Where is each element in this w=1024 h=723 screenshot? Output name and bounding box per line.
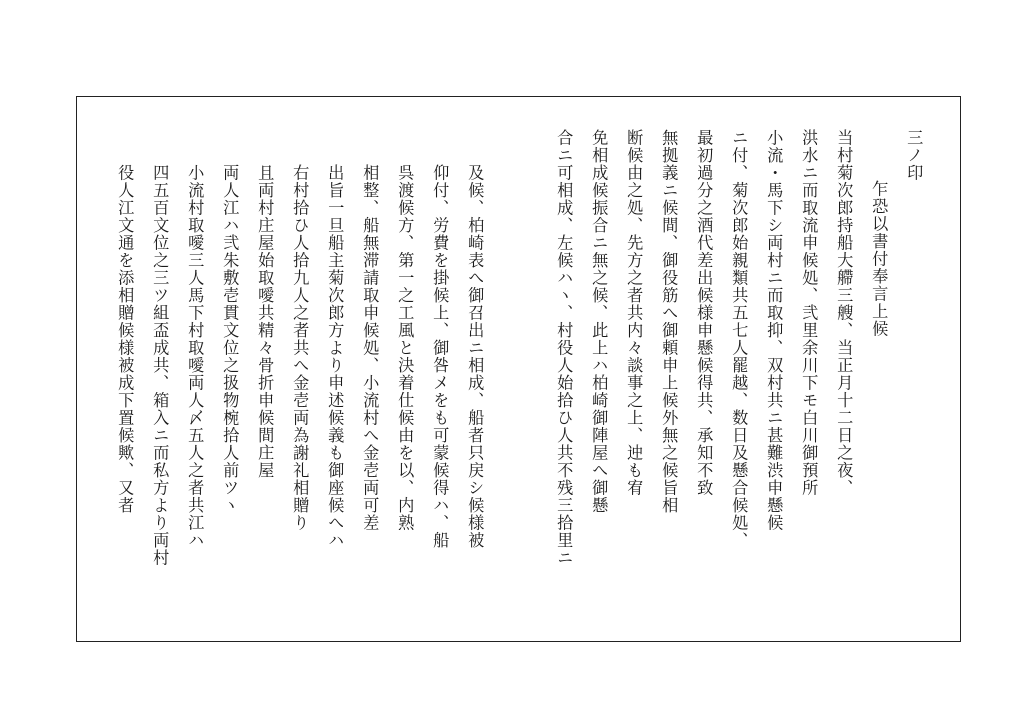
text-column: 洪水ニ而取流申候処、弐里余川下モ白川御預所 [799,129,819,497]
text-column: 役人江文通を添相贈候様被成下置候歟、又者 [115,164,135,514]
text-column: 免相成候振合ニ無之候、此上ハ柏崎御陣屋へ御懸 [589,129,609,514]
text-column: 最初過分之酒代差出候様申懸候得共、承知不致 [694,129,714,497]
document-heading: 乍恐以書付奉言上候 [869,180,889,338]
document-label: 三ノ印 [904,129,924,182]
text-column: 右村拾ひ人拾九人之者共へ金壱両為謝礼相贈り [290,164,310,532]
text-column: 無拠義ニ候間、御役筋へ御頼申上候外無之候旨相 [659,129,679,514]
text-column: 仰付、労費を掛候上、御咎メをも可蒙候得ハ、船 [430,164,450,549]
text-column: 四五百文位之三ツ組盃成共、箱入ニ而私方より両村 [150,164,170,567]
text-column: 出旨一旦船主菊次郎方より申述候義も御座候へハ [325,164,345,549]
text-column: 相整、船無滞請取申候処、小流村へ金壱両可差 [360,164,380,532]
text-column: 小流村取噯三人馬下村取噯両人〆五人之者共江ハ [185,164,205,549]
text-column: 合ニ可相成、左候ハヽ、村役人始拾ひ人共不残三拾里ニ [554,129,574,567]
document-border [76,96,961,642]
text-column: 断候由之処、先方之者共内々談事之上、迚も宥 [624,129,644,497]
text-column: 当村菊次郎持船大艜三艘、当正月十二日之夜、 [834,129,854,497]
text-column: 且両村庄屋始取噯共精々骨折申候間庄屋 [255,164,275,479]
text-column: 呉渡候方、第一之工風と決着仕候由を以、内熟 [395,164,415,532]
text-column: 両人江ハ弐朱敷壱貫文位之扱物椀拾人前ツヽ [220,164,240,514]
text-column: 及候、柏崎表へ御召出ニ相成、船者只戻シ候様被 [465,164,485,549]
text-column: ニ付、菊次郎始親類共五七人罷越、数日及懸合候処、 [729,129,749,549]
text-column: 小流・馬下シ両村ニ而取抑、双村共ニ甚難渋申懸候 [764,129,784,532]
